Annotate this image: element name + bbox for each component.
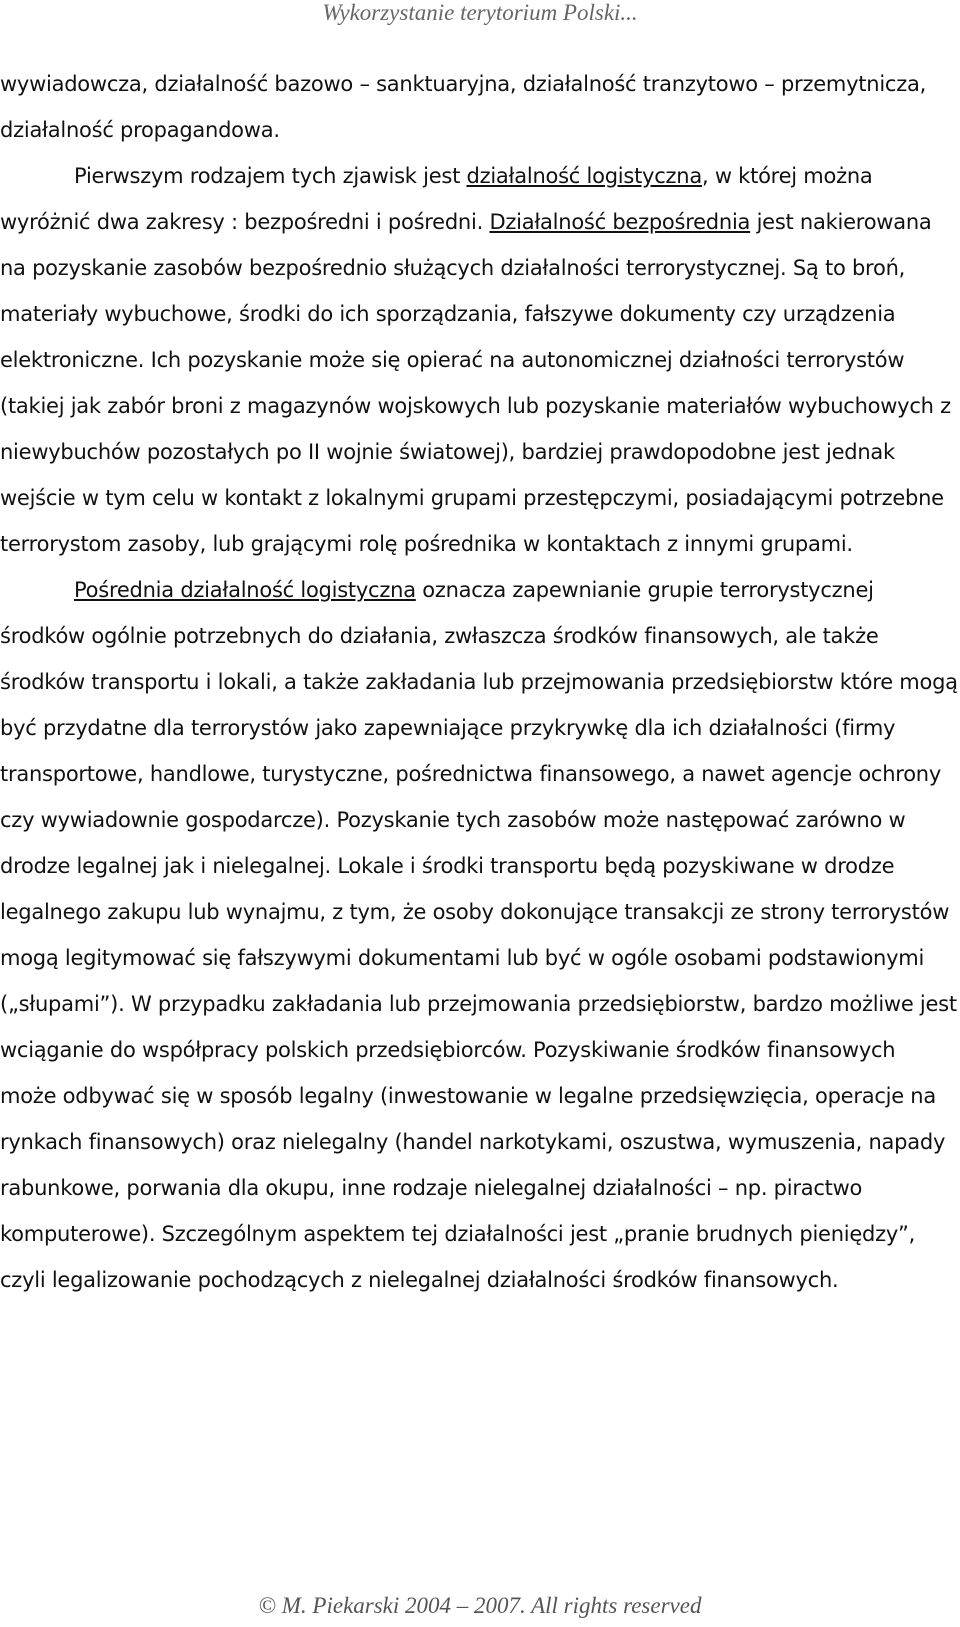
paragraph-3-text-1: oznacza zapewnianie grupie terrorystycznej środków ogólnie potrzebnych do działania, zwłaszcza środków finansowych, ale także środków transportu i lokali, a także zakładania lub przejmowania przedsiębiorstw które mogą być przydatne dla terrorystów jako zapewniające przykrywkę dla ich działalności (firmy transportowe, handlowe, turystyczne, pośrednictwa finansowego, a nawet agencje ochrony czy wywiadownie gospodarcze). Pozyskanie tych zasobów może następować zarówno w drodze legalnej jak i nielegalnej. Lokale i środki transportu będą pozyskiwane w drodze legalnego zakupu lub wynajmu, z tym, że osoby dokonujące transakcji ze strony terrorystów mogą legitymować się fałszywymi dokumentami lub być w ogóle osobami podstawionymi („słupami”). W przypadku zakładania lub przejmowania przedsiębiorstw, bardzo możliwe jest wciąganie do współpracy polskich przedsiębiorców. Pozyskiwanie środków finansowych może odbywać się w sposób legalny (inwestowanie w legalne przedsięwzięcia, operacje na rynkach finansowych) oraz nielegalny (handel narkotykami, oszustwa, wymuszenia, napady rabunkowe, porwania dla okupu, inne rodzaje nielegalnej działalności – np. piractwo komputerowe). Szczególnym aspektem tej działalności jest „pranie brudnych pieniędzy”, czyli legalizowanie pochodzących z nielegalnej działalności środków finansowych. [0,578,958,1292]
paragraph-1: wywiadowcza, działalność bazowo – sanktuaryjna, działalność tranzytowo – przemytnicza, działalność propagandowa. [0,72,927,142]
paragraph-2 [0,153,958,567]
document-body [0,61,958,1303]
term-logistic-activity: działalność logistyczna [466,164,702,188]
paragraph-2-text-1: Pierwszym rodzajem tych zjawisk jest [74,164,467,188]
paragraph-3 [0,567,958,1303]
term-direct-activity: Działalność bezpośrednia [489,210,751,234]
term-indirect-logistic-activity: Pośrednia działalność logistyczna [74,578,416,602]
paragraph-2-text-3: jest nakierowana na pozyskanie zasobów bezpośrednio służących działalności terrorystycznej. Są to broń, materiały wybuchowe, środki do ich sporządzania, fałszywe dokumenty czy urządzenia elektroniczne. Ich pozyskanie może się opierać na autonomicznej działności terrorystów (takiej jak zabór broni z magazynów wojskowych lub pozyskanie materiałów wybuchowych z niewybuchów pozostałych po II wojnie światowej), bardziej prawdopodobne jest jednak wejście w tym celu w kontakt z lokalnymi grupami przestępczymi, posiadającymi potrzebne terrorystom zasoby, lub grającymi rolę pośrednika w kontaktach z innymi grupami. [0,210,951,556]
running-header: Wykorzystanie terytorium Polski... [322,0,638,25]
copyright-footer: © M. Piekarski 2004 – 2007. All rights reserved [258,1593,702,1618]
paragraph-2-text-2: , w której można wyróżnić dwa zakresy : bezpośredni i pośredni. [0,164,873,234]
